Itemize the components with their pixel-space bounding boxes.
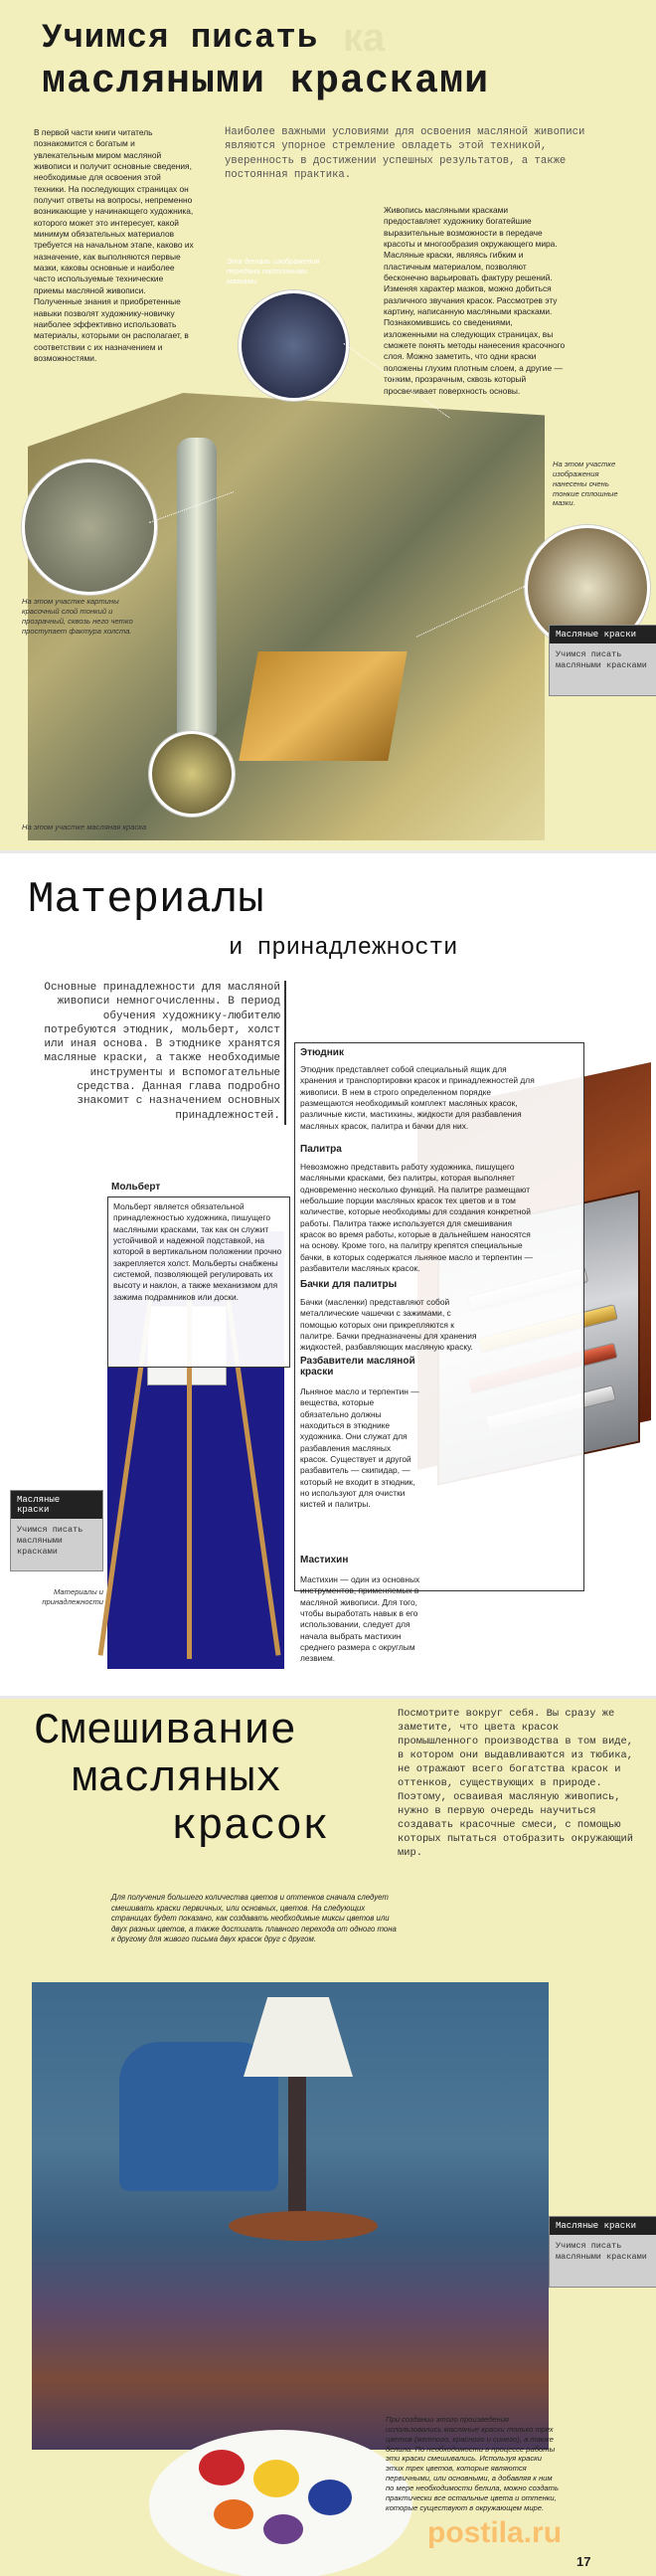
heading-molbert: Мольберт	[111, 1182, 161, 1193]
palette-caption: При создании этого произведения использовались масляные краски только трех цветов (желтого, красного и синего), а также белила. По необходимости в процессе работы эти краски смешивались. Используя краски этих трех цветов, которые являются первичными, или основными, а добавляя к ним по мере необходимости белила, можно создать практически все остальные цвета и оттенки, которые существуют в окружающем мире.	[386, 2415, 559, 2512]
section-sidetab	[549, 2216, 656, 2288]
section-sidetab	[549, 625, 656, 696]
text-mastihin: Мастихин — один из основных инструментов, применяемых в масляной живописи. Для того, чтобы выработать навык в его использовании, следует для начала выбрать мастихин среднего размера с округлым лезвием.	[300, 1574, 420, 1664]
intro-paragraph: Посмотрите вокруг себя. Вы сразу же заметите, что цвета красок промышленного производства в том виде, в котором они выдавливаются из тюбика, не отражают всего богатства красок и оттенков, существующих в природе. Поэтому, осваивая масляную живопись, нужно в первую очередь научиться создавать красочные смеси, с помощью которых пытаться отобразить окружающий мир.	[398, 1708, 633, 1860]
paint-blob-red	[199, 2450, 245, 2485]
heading-bachki: Бачки для палитры	[300, 1279, 398, 1290]
table-illustration	[229, 2211, 378, 2241]
section-sidetab	[10, 1490, 103, 1571]
sidetab-subtitle: Материалы и принадлежности	[42, 1587, 103, 1606]
page-title-line-1: Материалы	[28, 875, 264, 925]
page-title-line-1: Учимся писать	[42, 20, 319, 58]
watermark: postila.ru	[427, 2516, 563, 2549]
heading-palette: Палитра	[300, 1144, 342, 1155]
decorative-ghost-title: ка	[343, 16, 386, 60]
body-paragraph: Живопись масляными красками предоставляет художнику богатейшие выразительные возможности в передаче красоты и многообразия окружающего мира. Масляные краски, являясь гибким и пластичным материалом, позволяют бесконечно варьировать фактуру решений. Изменяя характер мазков, можно добиться различного звучания красок. Рассмотрев эту картину, написанную масляными красками. Познакомившись со сведениями, изложенными на следующих страницах, вы сможете понять методы нанесения красочного слоя. Можно заметить, что одни краски положены глухим плотным слоем, а другие — тонким, прозрачным, сквозь который просвечивает поверхность основы.	[384, 205, 566, 396]
lamp-stand-illustration	[288, 2077, 306, 2216]
page-title-line-2: масляными красками	[42, 60, 490, 104]
detail-circle-top	[239, 290, 349, 401]
box-illustration	[239, 651, 407, 761]
heading-razbaviteli: Разбавители масляной краски	[300, 1356, 415, 1378]
text-molbert: Мольберт является обязательной принадлежностью художника, пишущего масляными красками, так как он служит устойчивой и надежной подставкой, на которой в вертикальном положении прочно закрепляется холст. Мольберты снабжены системой, позволяющей регулировать их высоту и наклон, а также механизмом для зажима подрамников или доски.	[113, 1201, 282, 1302]
sidetab-heading: Масляные краски	[11, 1491, 102, 1519]
sidetab-heading: Масляные краски	[550, 2217, 656, 2235]
caption-paragraph: Для получения большего количества цветов и оттенков сначала следует смешивать краски первичных, или основных, цветов. На следующих страницах будет показано, как создавать необходимые миксы цветов или двух разных цветов, а также достигать плавного перехода от одного тона к другому для живого письма двух красок друг с другом.	[111, 1893, 397, 1944]
text-razbaviteli: Льняное масло и терпентин — вещества, которые обязательно должны находиться в этюднике художника. Они служат для разбавления масляных красок. Существует и другой разбавитель — скипидар, — который не входит в этюдник, но используют для очистки кистей и палитры.	[300, 1386, 419, 1510]
paint-blob-purple	[263, 2514, 303, 2544]
heading-etudnik: Этюдник	[300, 1047, 344, 1058]
note-left: На этом участке картины красочный слой тонкий и прозрачный, сквозь него четко проступает фактура холста.	[22, 597, 133, 636]
paint-blob-blue	[308, 2480, 352, 2515]
intro-paragraph: Основные принадлежности для масляной живописи немногочисленны. В период обучения художнику-любителю потребуются этюдник, мольберт, холст или иная основа. В этюднике хранятся масляные краски, а также необходимые инструменты и вспомогательные средства. Данная глава подробно знакомит с назначением основных принадлежностей.	[44, 982, 280, 1122]
page-title-line-1: Смешивание	[34, 1707, 297, 1756]
detail-circle-left	[22, 460, 157, 595]
vertical-divider	[284, 981, 286, 1125]
text-etudnik: Этюдник представляет собой специальный ящик для хранения и транспортировки красок и принадлежностей для живописи. В нем в строго определенном порядке размещаются необходимый комплект масляных красок, различные кисти, мастихины, жидкости для разбавления масляных красок, палитра и бачки для них.	[300, 1064, 535, 1131]
paint-blob-yellow	[253, 2460, 299, 2497]
page-title-line-2: и принадлежности	[229, 935, 458, 962]
sidetab-heading: Масляные краски	[550, 626, 656, 644]
page-number: 17	[576, 2554, 591, 2569]
note-right: На этом участке изображения нанесены очень тонкие сплошные мазки.	[553, 460, 618, 508]
paint-blob-orange	[214, 2499, 253, 2529]
page-3	[0, 1696, 656, 2576]
page-2	[0, 850, 656, 1699]
sidetab-body: Учимся писать масляными красками	[550, 2235, 656, 2287]
intro-paragraph: В первой части книги читатель познакомится с богатым и увлекательным миром масляной живописи и получит основные сведения, необходимые для освоения этой техники. На последующих страницах он получит ответы на вопросы, непременно возникающие у начинающего художника, которого может это интересует, какой минимум обязательных материалов требуется на начальном этапе, каково их назначение, как выполняются первые мазки, каковы основные и наиболее часто используемые технические приемы масляной живописи. Полученные знания и приобретенные навыки позволят художнику-новичку наиболее эффективно использовать материалы, которыми он располагает, в соответствии с их назначением и возможностями.	[34, 127, 194, 363]
bottle-illustration	[177, 438, 217, 736]
detail-circle-bottom	[149, 731, 235, 817]
text-palette: Невозможно представить работу художника, пишущего масляными красками, без палитры, которая выполняет одновременно несколько функций. На палитре размещают небольшие порции масляных красок тех цветов и в том количестве, которые необходимы для создания конкретной работы. Палитра также используется для смешивания красок во время работы, которые в дальнейшем наносятся на основу. Кроме того, на палитру крепятся специальные бачки, в которых содержатся льняное масло и терпентин — разбавители масляных красок.	[300, 1162, 533, 1274]
note-top: Эта деталь изображения передана пастозными мазками.	[227, 257, 320, 285]
sidetab-body: Учимся писать масляными красками	[550, 644, 656, 695]
pull-quote: Наиболее важными условиями для освоения масляной живописи являются упорное стремление овладеть этой техникой, уверенность в достижении успешных результатов, а также постоянная практика.	[225, 126, 585, 181]
palette-illustration	[149, 2430, 412, 2576]
page-title-line-3: красок	[171, 1802, 329, 1852]
page-title-line-2: масляных	[72, 1754, 282, 1804]
page-1	[0, 0, 656, 850]
heading-mastihin: Мастихин	[300, 1555, 349, 1565]
text-bachki: Бачки (масленки) представляют собой металлические чашечки с зажимами, с помощью которых они прикрепляются к палитре. Бачки предназначены для хранения жидкостей, разбавляющих масляную краску.	[300, 1297, 477, 1353]
note-bottom: На этом участке масляная краска	[22, 823, 147, 831]
sidetab-body: Учимся писать масляными красками	[11, 1519, 102, 1570]
